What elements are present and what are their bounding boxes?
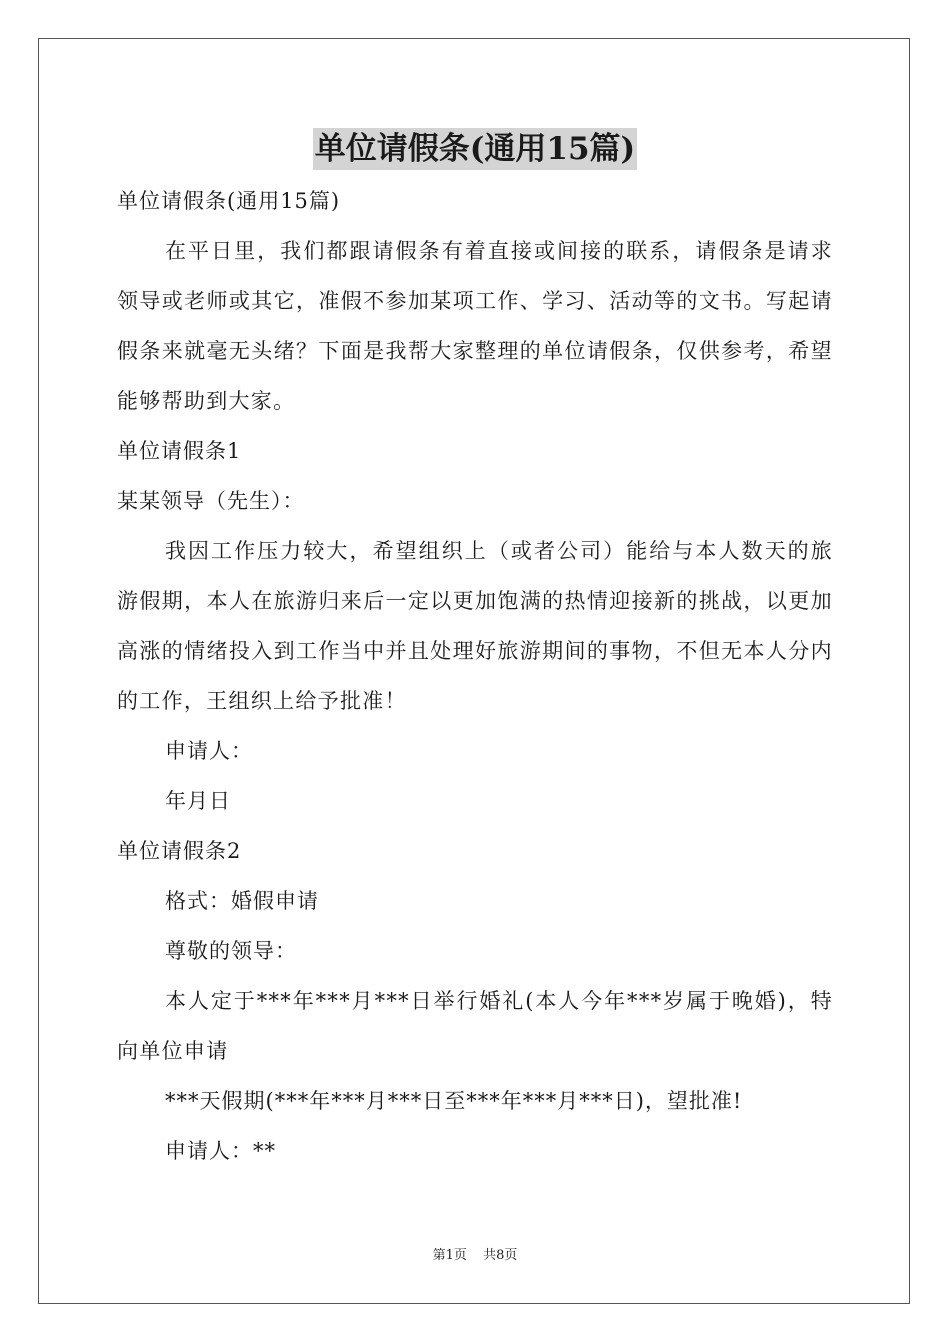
section-1-applicant: 申请人： (165, 739, 253, 763)
section-1-heading: 单位请假条1 (117, 439, 242, 463)
document-subtitle: 单位请假条(通用15篇) (117, 189, 341, 213)
section-2-salutation: 尊敬的领导： (165, 939, 297, 963)
section-2-format: 格式：婚假申请 (165, 889, 319, 913)
document-body (117, 176, 833, 1176)
section-1-salutation: 某某领导（先生）： (117, 489, 305, 513)
page-total: 共8页 (483, 1248, 518, 1263)
section-1-body: 我因工作压力较大，希望组织上（或者公司）能给与本人数天的旅游假期，本人在旅游归来后一定以更加饱满的热情迎接新的挑战，以更加高涨的情绪投入到工作当中并且处理好旅游期间的事物，不但无本人分内的工作，王组织上给予批准！ (117, 539, 833, 713)
section-2-body: 本人定于***年***月***日举行婚礼(本人今年***岁属于晚婚)，特向单位申请 (117, 989, 833, 1063)
section-1-date: 年月日 (165, 789, 231, 813)
page-footer (0, 1246, 950, 1266)
section-2-applicant: 申请人：** (165, 1139, 276, 1163)
section-2-period: ***天假期(***年***月***日至***年***月***日)，望批准! (165, 1089, 743, 1113)
title-container (0, 128, 950, 170)
page-number: 第1页 (432, 1248, 467, 1263)
document-title: 单位请假条(通用15篇) (313, 128, 637, 170)
section-2-heading: 单位请假条2 (117, 839, 242, 863)
intro-paragraph: 在平日里，我们都跟请假条有着直接或间接的联系，请假条是请求领导或老师或其它，准假不参加某项工作、学习、活动等的文书。写起请假条来就毫无头绪？下面是我帮大家整理的单位请假条，仅供参考，希望能够帮助到大家。 (117, 239, 833, 413)
